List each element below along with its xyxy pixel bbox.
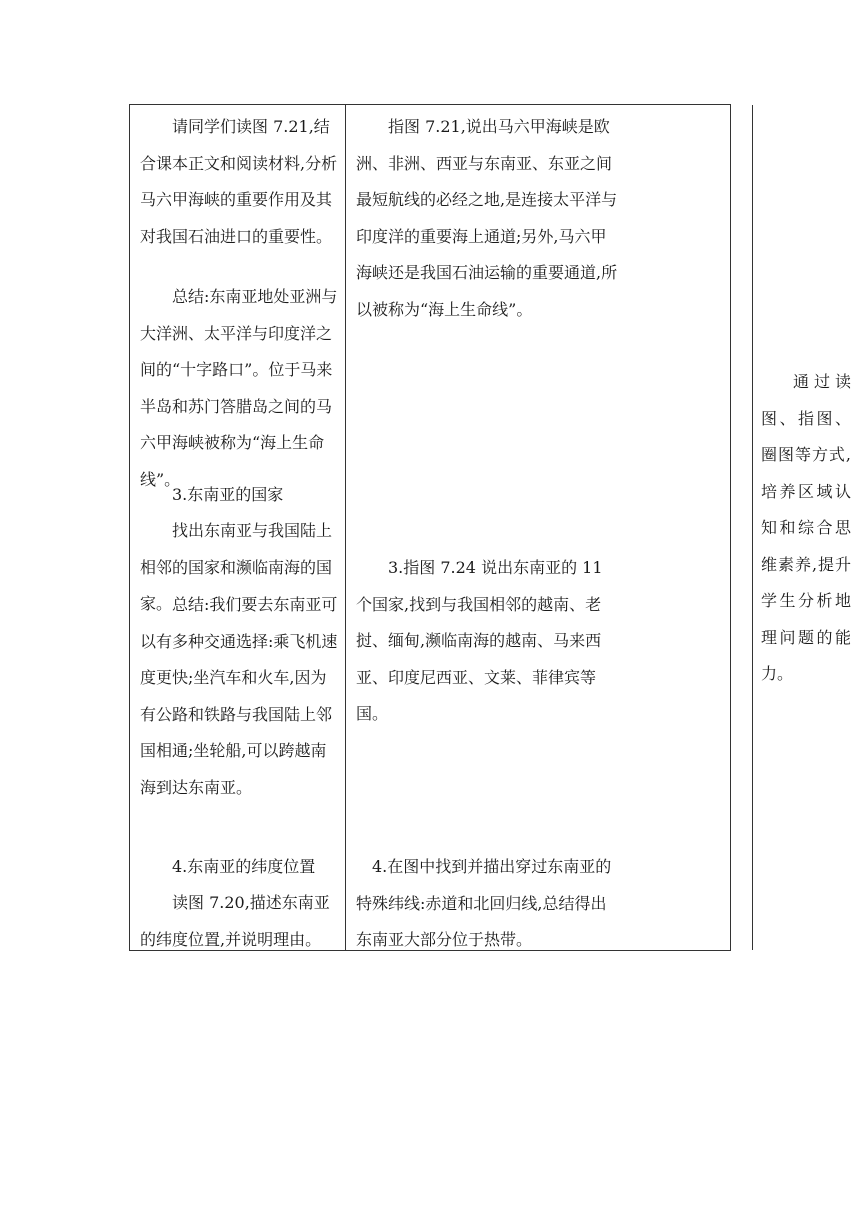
- activity-summary-crossroads: 总结:东南亚地处亚洲与大洋洲、太平洋与印度洋之间的“十字路口”。位于马来半岛和苏门答腊岛之间的马六甲海峡被称为“海上生命线”。: [140, 287, 338, 489]
- student-countries-answer: 3.指图 7.24 说出东南亚的 11 个国家,找到与我国相邻的越南、老挝、缅甸,濒临南海的越南、马来西亚、印度尼西亚、文莱、菲律宾等国。: [356, 558, 603, 723]
- activity-find-countries: 找出东南亚与我国陆上相邻的国家和濒临南海的国家。: [140, 521, 333, 613]
- student-latitude-answer: 4.在图中找到并描出穿过东南亚的特殊纬线:赤道和北回归线,总结得出东南亚大部分位于热带。: [356, 857, 612, 949]
- student-malacca-answer: 指图 7.21,说出马六甲海峡是欧洲、非洲、西亚与东南亚、东亚之间最短航线的必经之地,是连接太平洋与印度洋的重要海上通道;另外,马六甲海峡还是我国石油运输的重要通道,所以被称为“海上生命线”。: [356, 117, 618, 319]
- activity-summary-transport: 总结:我们要去东南亚可以有多种交通选择:乘飞机速度更快;坐汽车和火车,因为有公路和铁路与我国陆上邻国相通;坐轮船,可以跨越南海到达东南亚。: [140, 595, 338, 797]
- activity-malacca-reading: 请同学们读图 7.21,结合课本正文和阅读材料,分析马六甲海峡的重要作用及其对我国石油进口的重要性。: [140, 117, 338, 246]
- activity-heading-latitude: 4.东南亚的纬度位置: [172, 857, 316, 876]
- lesson-table: [129, 104, 851, 951]
- student-activity-column: [346, 105, 753, 950]
- activity-read-latitude: 读图 7.20,描述东南亚的纬度位置,并说明理由。: [140, 893, 330, 949]
- design-intent-text: 通过读图、指图、圈图等方式,培养区域认知和综合思维素养,提升学生分析地理问题的能力。: [761, 372, 851, 683]
- teacher-activity-column: [130, 105, 346, 950]
- activity-heading-countries: 3.东南亚的国家: [172, 485, 284, 504]
